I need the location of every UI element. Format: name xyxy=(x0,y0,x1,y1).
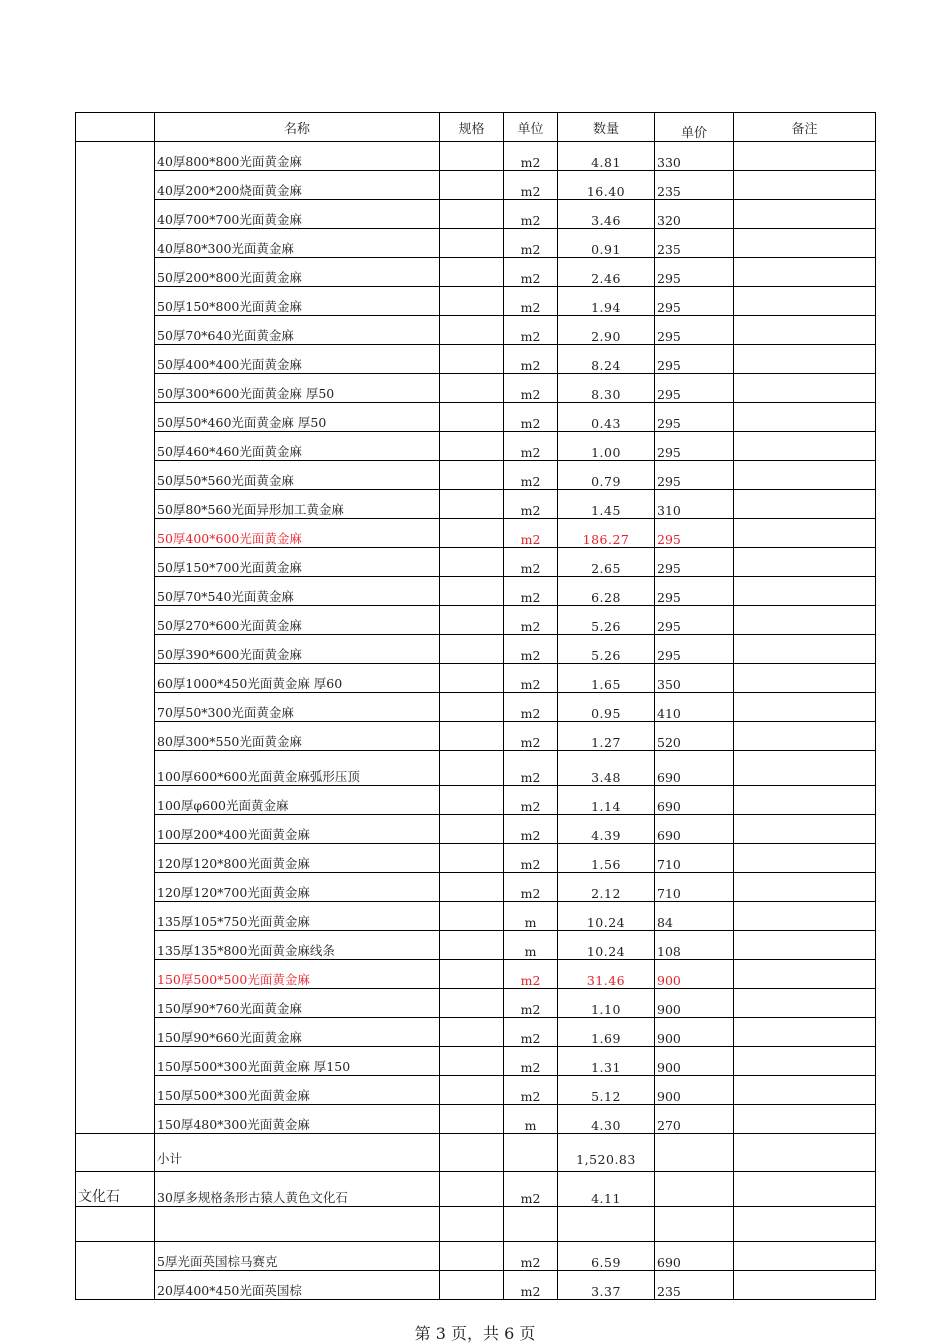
item-price: 320 xyxy=(655,200,734,229)
table-row xyxy=(76,490,876,519)
item-price: 295 xyxy=(655,374,734,403)
item-qty: 5.26 xyxy=(558,635,655,664)
item-unit: m2 xyxy=(504,815,558,844)
item-note xyxy=(734,722,876,751)
item-name: 20厚400*450光面英国棕 xyxy=(155,1271,440,1300)
item-unit: m xyxy=(504,902,558,931)
item-unit: m xyxy=(504,931,558,960)
item-name: 100厚600*600光面黄金麻弧形压顶 xyxy=(155,751,440,786)
item-spec xyxy=(440,548,504,577)
item-price: 295 xyxy=(655,461,734,490)
item-spec xyxy=(440,287,504,316)
item-price: 690 xyxy=(655,786,734,815)
item-spec xyxy=(440,1047,504,1076)
item-price: 410 xyxy=(655,693,734,722)
table-row xyxy=(76,171,876,200)
item-unit: m2 xyxy=(504,548,558,577)
item-note xyxy=(734,200,876,229)
item-price: 295 xyxy=(655,403,734,432)
item-spec xyxy=(440,1076,504,1105)
item-note xyxy=(734,989,876,1018)
item-name: 50厚150*700光面黄金麻 xyxy=(155,548,440,577)
item-spec xyxy=(440,577,504,606)
item-unit: m2 xyxy=(504,287,558,316)
item-price: 690 xyxy=(655,1242,734,1271)
header-name: 名称 xyxy=(155,113,440,142)
item-spec xyxy=(440,786,504,815)
item-price: 900 xyxy=(655,1018,734,1047)
item-unit: m2 xyxy=(504,873,558,902)
item-name: 80厚300*550光面黄金麻 xyxy=(155,722,440,751)
table-row xyxy=(76,786,876,815)
table-row xyxy=(76,722,876,751)
item-name: 50厚400*400光面黄金麻 xyxy=(155,345,440,374)
item-qty: 186.27 xyxy=(558,519,655,548)
item-price: 295 xyxy=(655,606,734,635)
item-qty: 4.11 xyxy=(558,1172,655,1207)
table-row xyxy=(76,635,876,664)
table-row xyxy=(76,519,876,548)
item-qty: 5.26 xyxy=(558,606,655,635)
item-name: 50厚300*600光面黄金麻 厚50 xyxy=(155,374,440,403)
item-note xyxy=(734,316,876,345)
item-name: 40厚80*300光面黄金麻 xyxy=(155,229,440,258)
table-row xyxy=(76,664,876,693)
item-name: 50厚390*600光面黄金麻 xyxy=(155,635,440,664)
item-note xyxy=(734,1105,876,1134)
table-row xyxy=(76,200,876,229)
item-note xyxy=(734,229,876,258)
item-note xyxy=(734,1172,876,1207)
item-spec xyxy=(440,606,504,635)
item-unit: m2 xyxy=(504,258,558,287)
item-note xyxy=(734,490,876,519)
table-row xyxy=(76,751,876,786)
item-qty: 4.30 xyxy=(558,1105,655,1134)
item-note xyxy=(734,844,876,873)
table-row xyxy=(76,1076,876,1105)
item-unit: m2 xyxy=(504,635,558,664)
item-spec xyxy=(440,751,504,786)
item-unit: m xyxy=(504,1105,558,1134)
item-qty: 6.28 xyxy=(558,577,655,606)
item-note xyxy=(734,548,876,577)
item-unit: m2 xyxy=(504,1242,558,1271)
item-price: 295 xyxy=(655,577,734,606)
item-price: 350 xyxy=(655,664,734,693)
item-price: 690 xyxy=(655,751,734,786)
item-qty: 1.45 xyxy=(558,490,655,519)
item-price: 690 xyxy=(655,815,734,844)
item-price: 710 xyxy=(655,873,734,902)
item-name: 50厚70*640光面黄金麻 xyxy=(155,316,440,345)
subtotal-label: 小计 xyxy=(155,1134,440,1172)
item-price: 295 xyxy=(655,548,734,577)
item-qty: 1.94 xyxy=(558,287,655,316)
table-row xyxy=(76,1271,876,1300)
item-note xyxy=(734,931,876,960)
item-unit: m2 xyxy=(504,1172,558,1207)
header-unit: 单位 xyxy=(504,113,558,142)
item-name: 30厚多规格条形古猿人黄色文化石 xyxy=(155,1172,440,1207)
item-name xyxy=(155,1207,440,1242)
item-name: 150厚90*660光面黄金麻 xyxy=(155,1018,440,1047)
header-price: 单价 xyxy=(655,113,734,142)
category-cell xyxy=(76,1207,155,1242)
header-note: 备注 xyxy=(734,113,876,142)
item-price xyxy=(655,1134,734,1172)
item-note xyxy=(734,635,876,664)
item-spec xyxy=(440,432,504,461)
item-name: 135厚135*800光面黄金麻线条 xyxy=(155,931,440,960)
item-note xyxy=(734,403,876,432)
item-qty: 31.46 xyxy=(558,960,655,989)
item-qty: 1.31 xyxy=(558,1047,655,1076)
page-footer: 第 3 页，共 6 页 xyxy=(414,1324,536,1343)
item-unit: m2 xyxy=(504,1271,558,1300)
item-note xyxy=(734,171,876,200)
item-name: 150厚90*760光面黄金麻 xyxy=(155,989,440,1018)
item-note xyxy=(734,1047,876,1076)
table-row xyxy=(76,1018,876,1047)
item-qty: 4.39 xyxy=(558,815,655,844)
item-spec xyxy=(440,229,504,258)
item-price: 235 xyxy=(655,229,734,258)
table-row xyxy=(76,1242,876,1271)
item-qty: 10.24 xyxy=(558,902,655,931)
item-unit: m2 xyxy=(504,316,558,345)
item-price: 235 xyxy=(655,171,734,200)
item-note xyxy=(734,664,876,693)
item-qty: 3.37 xyxy=(558,1271,655,1300)
item-note xyxy=(734,1271,876,1300)
item-note xyxy=(734,751,876,786)
item-name: 50厚200*800光面黄金麻 xyxy=(155,258,440,287)
item-price: 710 xyxy=(655,844,734,873)
item-name: 135厚105*750光面黄金麻 xyxy=(155,902,440,931)
item-spec xyxy=(440,142,504,171)
item-spec xyxy=(440,403,504,432)
item-unit: m2 xyxy=(504,374,558,403)
item-name: 60厚1000*450光面黄金麻 厚60 xyxy=(155,664,440,693)
item-note xyxy=(734,374,876,403)
item-price: 295 xyxy=(655,345,734,374)
item-spec xyxy=(440,1134,504,1172)
item-unit: m2 xyxy=(504,1076,558,1105)
item-spec xyxy=(440,902,504,931)
item-note xyxy=(734,1207,876,1242)
item-name: 150厚500*300光面黄金麻 厚150 xyxy=(155,1047,440,1076)
item-name: 50厚50*560光面黄金麻 xyxy=(155,461,440,490)
item-spec xyxy=(440,1207,504,1242)
item-qty: 10.24 xyxy=(558,931,655,960)
empty-row xyxy=(76,1207,876,1242)
item-price: 295 xyxy=(655,432,734,461)
item-unit: m2 xyxy=(504,751,558,786)
item-spec xyxy=(440,635,504,664)
item-note xyxy=(734,902,876,931)
item-unit: m2 xyxy=(504,403,558,432)
item-name: 40厚700*700光面黄金麻 xyxy=(155,200,440,229)
item-unit: m2 xyxy=(504,693,558,722)
item-unit: m2 xyxy=(504,844,558,873)
category-label: 文化石 xyxy=(76,1172,155,1207)
item-name: 120厚120*700光面黄金麻 xyxy=(155,873,440,902)
item-price: 295 xyxy=(655,635,734,664)
table-row xyxy=(76,1172,876,1207)
item-qty xyxy=(558,1207,655,1242)
category-cell xyxy=(76,142,155,1134)
item-spec xyxy=(440,815,504,844)
table-row xyxy=(76,1047,876,1076)
item-unit: m2 xyxy=(504,229,558,258)
subtotal-qty: 1,520.83 xyxy=(558,1134,655,1172)
item-note xyxy=(734,258,876,287)
item-note xyxy=(734,873,876,902)
item-qty: 0.79 xyxy=(558,461,655,490)
item-spec xyxy=(440,258,504,287)
item-name: 50厚70*540光面黄金麻 xyxy=(155,577,440,606)
item-price: 270 xyxy=(655,1105,734,1134)
item-unit: m2 xyxy=(504,989,558,1018)
item-qty: 4.81 xyxy=(558,142,655,171)
item-spec xyxy=(440,490,504,519)
table-row xyxy=(76,606,876,635)
item-qty: 2.90 xyxy=(558,316,655,345)
item-name: 100厚φ600光面黄金麻 xyxy=(155,786,440,815)
item-price: 330 xyxy=(655,142,734,171)
table-row xyxy=(76,815,876,844)
item-note xyxy=(734,1134,876,1172)
table-row xyxy=(76,374,876,403)
table-row xyxy=(76,316,876,345)
item-qty: 3.46 xyxy=(558,200,655,229)
item-price: 235 xyxy=(655,1271,734,1300)
item-qty: 16.40 xyxy=(558,171,655,200)
item-note xyxy=(734,519,876,548)
table-row xyxy=(76,577,876,606)
item-spec xyxy=(440,1172,504,1207)
category-cell xyxy=(76,1242,155,1300)
item-qty: 1.27 xyxy=(558,722,655,751)
item-price: 295 xyxy=(655,258,734,287)
header-spec: 规格 xyxy=(440,113,504,142)
item-note xyxy=(734,461,876,490)
item-spec xyxy=(440,722,504,751)
item-spec xyxy=(440,1018,504,1047)
item-qty: 1.10 xyxy=(558,989,655,1018)
item-name: 50厚150*800光面黄金麻 xyxy=(155,287,440,316)
item-spec xyxy=(440,200,504,229)
item-spec xyxy=(440,1105,504,1134)
item-unit xyxy=(504,1207,558,1242)
item-qty: 0.91 xyxy=(558,229,655,258)
item-qty: 8.24 xyxy=(558,345,655,374)
item-spec xyxy=(440,693,504,722)
item-qty: 8.30 xyxy=(558,374,655,403)
item-price: 295 xyxy=(655,287,734,316)
subtotal-row xyxy=(76,1134,876,1172)
table-row xyxy=(76,345,876,374)
item-spec xyxy=(440,316,504,345)
table-row xyxy=(76,844,876,873)
item-price: 520 xyxy=(655,722,734,751)
item-unit: m2 xyxy=(504,461,558,490)
item-unit: m2 xyxy=(504,1047,558,1076)
item-spec xyxy=(440,931,504,960)
category-cell xyxy=(76,1134,155,1172)
item-name: 150厚500*500光面黄金麻 xyxy=(155,960,440,989)
item-spec xyxy=(440,873,504,902)
table-row xyxy=(76,461,876,490)
item-name: 40厚800*800光面黄金麻 xyxy=(155,142,440,171)
item-note xyxy=(734,960,876,989)
item-note xyxy=(734,1242,876,1271)
item-qty: 1.56 xyxy=(558,844,655,873)
table-row xyxy=(76,142,876,171)
item-note xyxy=(734,345,876,374)
item-qty: 2.12 xyxy=(558,873,655,902)
item-note xyxy=(734,287,876,316)
item-unit: m2 xyxy=(504,200,558,229)
item-name: 50厚270*600光面黄金麻 xyxy=(155,606,440,635)
table-row xyxy=(76,931,876,960)
item-note xyxy=(734,815,876,844)
item-unit: m2 xyxy=(504,490,558,519)
item-price: 108 xyxy=(655,931,734,960)
item-unit: m2 xyxy=(504,786,558,815)
item-qty: 1.14 xyxy=(558,786,655,815)
item-note xyxy=(734,432,876,461)
item-qty: 3.48 xyxy=(558,751,655,786)
item-price: 900 xyxy=(655,1047,734,1076)
item-name: 150厚500*300光面黄金麻 xyxy=(155,1076,440,1105)
item-unit: m2 xyxy=(504,345,558,374)
item-qty: 0.43 xyxy=(558,403,655,432)
item-name: 100厚200*400光面黄金麻 xyxy=(155,815,440,844)
item-price xyxy=(655,1172,734,1207)
item-unit: m2 xyxy=(504,722,558,751)
item-note xyxy=(734,606,876,635)
item-unit: m2 xyxy=(504,1018,558,1047)
item-name: 120厚120*800光面黄金麻 xyxy=(155,844,440,873)
item-note xyxy=(734,786,876,815)
item-name: 40厚200*200烧面黄金麻 xyxy=(155,171,440,200)
item-price: 295 xyxy=(655,316,734,345)
item-qty: 0.95 xyxy=(558,693,655,722)
item-price xyxy=(655,1207,734,1242)
table-row xyxy=(76,873,876,902)
item-unit xyxy=(504,1134,558,1172)
item-unit: m2 xyxy=(504,577,558,606)
item-note xyxy=(734,1076,876,1105)
item-unit: m2 xyxy=(504,664,558,693)
item-qty: 2.46 xyxy=(558,258,655,287)
item-spec xyxy=(440,345,504,374)
item-price: 84 xyxy=(655,902,734,931)
table-row xyxy=(76,258,876,287)
item-spec xyxy=(440,461,504,490)
item-spec xyxy=(440,989,504,1018)
item-price: 900 xyxy=(655,960,734,989)
item-qty: 6.59 xyxy=(558,1242,655,1271)
table-row xyxy=(76,693,876,722)
item-spec xyxy=(440,519,504,548)
table-row xyxy=(76,229,876,258)
item-name: 70厚50*300光面黄金麻 xyxy=(155,693,440,722)
item-name: 50厚50*460光面黄金麻 厚50 xyxy=(155,403,440,432)
item-unit: m2 xyxy=(504,606,558,635)
item-spec xyxy=(440,664,504,693)
item-note xyxy=(734,693,876,722)
table-row xyxy=(76,902,876,931)
item-price: 295 xyxy=(655,519,734,548)
item-price: 900 xyxy=(655,989,734,1018)
item-note xyxy=(734,577,876,606)
item-name: 50厚400*600光面黄金麻 xyxy=(155,519,440,548)
material-table xyxy=(75,112,876,1300)
item-spec xyxy=(440,374,504,403)
table-row xyxy=(76,403,876,432)
item-spec xyxy=(440,844,504,873)
table-row xyxy=(76,548,876,577)
item-unit: m2 xyxy=(504,142,558,171)
item-name: 50厚460*460光面黄金麻 xyxy=(155,432,440,461)
item-qty: 5.12 xyxy=(558,1076,655,1105)
item-spec xyxy=(440,1271,504,1300)
header-category xyxy=(76,113,155,142)
item-note xyxy=(734,1018,876,1047)
item-price: 310 xyxy=(655,490,734,519)
item-note xyxy=(734,142,876,171)
item-unit: m2 xyxy=(504,960,558,989)
item-qty: 1.69 xyxy=(558,1018,655,1047)
item-name: 50厚80*560光面异形加工黄金麻 xyxy=(155,490,440,519)
item-price: 900 xyxy=(655,1076,734,1105)
header-qty: 数量 xyxy=(558,113,655,142)
header-row xyxy=(76,113,876,142)
table-row xyxy=(76,1105,876,1134)
item-qty: 2.65 xyxy=(558,548,655,577)
item-unit: m2 xyxy=(504,432,558,461)
table-row xyxy=(76,989,876,1018)
item-unit: m2 xyxy=(504,171,558,200)
table-row xyxy=(76,960,876,989)
item-name: 5厚光面英国棕马赛克 xyxy=(155,1242,440,1271)
item-spec xyxy=(440,960,504,989)
table-row xyxy=(76,432,876,461)
item-qty: 1.65 xyxy=(558,664,655,693)
item-name: 150厚480*300光面黄金麻 xyxy=(155,1105,440,1134)
item-spec xyxy=(440,1242,504,1271)
item-qty: 1.00 xyxy=(558,432,655,461)
item-spec xyxy=(440,171,504,200)
table-row xyxy=(76,287,876,316)
item-unit: m2 xyxy=(504,519,558,548)
